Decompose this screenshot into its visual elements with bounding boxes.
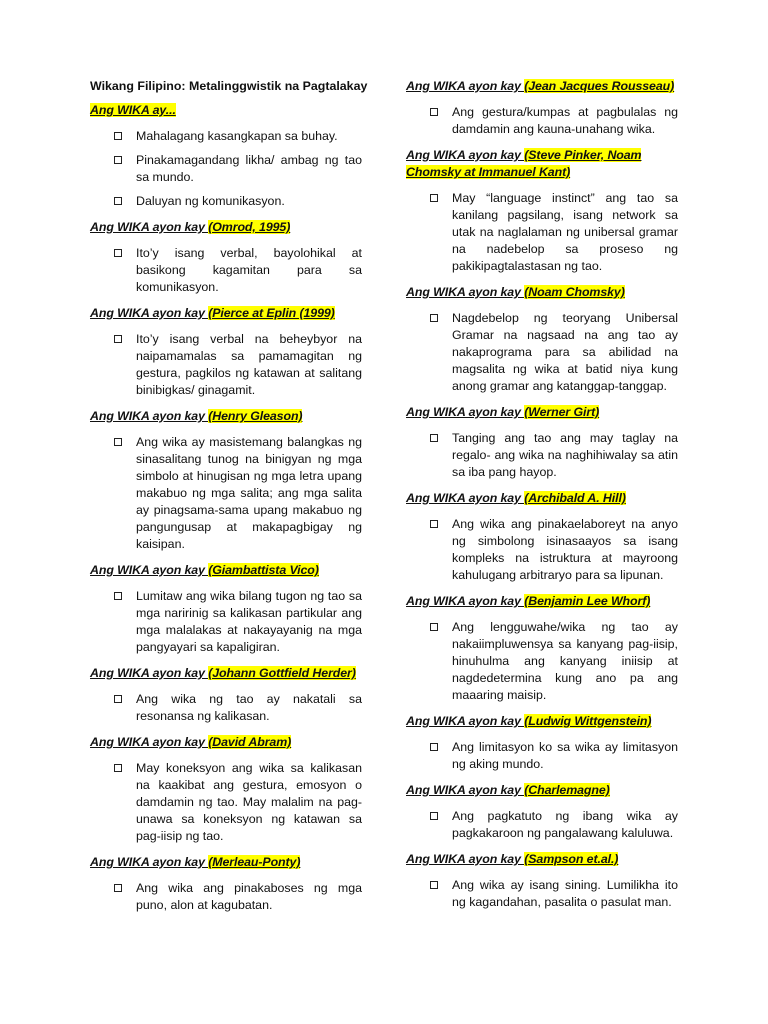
checkbox-bullet-icon <box>114 197 122 205</box>
list-item-text: Ang gestura/kumpas at pagbulalas ng damdamin ang kauna-unahang wika. <box>452 105 678 136</box>
checkbox-bullet-icon <box>114 592 122 600</box>
definition-list <box>406 190 678 275</box>
list-item <box>90 128 362 145</box>
list-item-text: May koneksyon ang wika sa kalikasan na kaakibat ang gestura, emosyon o damdamin ng tao. May malalim na pag-unawa sa koneksyon ng katawan sa pag-iisip ng tao. <box>136 761 362 843</box>
highlighted-source: (David Abram) <box>208 735 292 749</box>
list-item <box>90 588 362 656</box>
list-item-text: Pinakamagandang likha/ ambag ng tao sa mundo. <box>136 153 362 184</box>
list-item-text: Tanging ang tao ang may taglay na regalo- ang wika na naghihiwalay sa atin sa iba pang hayop. <box>452 431 678 479</box>
checkbox-bullet-icon <box>114 156 122 164</box>
checkbox-bullet-icon <box>430 314 438 322</box>
heading-prefix: Ang WIKA ayon kay <box>90 563 209 577</box>
list-item <box>90 245 362 296</box>
left-column <box>90 78 368 923</box>
list-item-text: Ang wika ang pinakaelaboreyt na anyo ng simbolong isinasaayos sa isang kompleks na istruktura at mayroong kahulugang arbitraryo para sa lipunan. <box>452 517 678 582</box>
definition-list <box>90 434 362 553</box>
heading-prefix: Ang WIKA ayon kay <box>406 491 525 505</box>
checkbox-bullet-icon <box>430 520 438 528</box>
right-column <box>406 78 678 920</box>
checkbox-bullet-icon <box>430 434 438 442</box>
highlighted-source: (Omrod, 1995) <box>208 220 291 234</box>
highlighted-source: (Noam Chomsky) <box>524 285 625 299</box>
checkbox-bullet-icon <box>114 695 122 703</box>
list-item <box>90 331 362 399</box>
heading-prefix: Ang WIKA ayon kay <box>90 220 209 234</box>
list-item-text: Lumitaw ang wika bilang tugon ng tao sa mga naririnig sa kalikasan partikular ang mga malalakas at nakayayanig na mga pangyayari sa kapaligiran. <box>136 589 362 654</box>
section-heading <box>90 734 362 751</box>
document-title: Wikang Filipino: Metalinggwistik na Pagtalakay <box>90 79 368 93</box>
list-item <box>90 691 362 725</box>
section-heading <box>90 665 362 682</box>
checkbox-bullet-icon <box>114 884 122 892</box>
list-item-text: Ito’y isang verbal, bayolohikal at basikong kagamitan para sa komunikasyon. <box>136 246 362 294</box>
highlighted-source: Ang WIKA ay... <box>90 103 176 117</box>
list-item-text: Ang wika ng tao ay nakatali sa resonansa ng kalikasan. <box>136 692 362 723</box>
list-item-text: May “language instinct” ang tao sa kanilang pagsilang, isang network sa utak na naglalaman ng unibersal gramar na nadebelop sa proseso ng pakikipagtalastasan ng tao. <box>452 191 678 273</box>
left-sections <box>90 102 362 914</box>
heading-prefix: Ang WIKA ayon kay <box>90 855 209 869</box>
section-heading <box>90 219 362 236</box>
list-item-text: Ang wika ay masistemang balangkas ng sinasalitang tunog na binigyan ng mga simbolo at hinugisan ng mga letra upang makabuo ng mga salita; ang mga salita ay pinagsama-sama upang makabuo ng pangungusap at makapagbigay ng kaisipan. <box>136 435 362 551</box>
highlighted-source: (Ludwig Wittgenstein) <box>524 714 652 728</box>
section-heading <box>406 78 678 95</box>
highlighted-source: (Giambattista Vico) <box>208 563 319 577</box>
list-item <box>90 152 362 186</box>
definition-list <box>90 331 362 399</box>
definition-list <box>406 619 678 704</box>
section-heading <box>406 593 678 610</box>
heading-prefix: Ang WIKA ayon kay <box>406 405 525 419</box>
highlighted-source: (Benjamin Lee Whorf) <box>524 594 651 608</box>
section-heading <box>90 305 362 322</box>
section-heading <box>90 408 362 425</box>
list-item <box>406 430 678 481</box>
checkbox-bullet-icon <box>114 335 122 343</box>
list-item <box>406 739 678 773</box>
list-item <box>90 193 362 210</box>
definition-list <box>90 588 362 656</box>
list-item-text: Mahalagang kasangkapan sa buhay. <box>136 129 338 143</box>
section-heading <box>406 782 678 799</box>
heading-prefix: Ang WIKA ayon kay <box>406 79 525 93</box>
checkbox-bullet-icon <box>430 812 438 820</box>
list-item <box>406 190 678 275</box>
list-item <box>406 877 678 911</box>
section-heading <box>90 562 362 579</box>
list-item <box>90 434 362 553</box>
definition-list <box>90 691 362 725</box>
highlighted-source: (Archibald A. Hill) <box>524 491 626 505</box>
heading-prefix: Ang WIKA ayon kay <box>406 852 525 866</box>
list-item-text: Ito’y isang verbal na beheybyor na naipamamalas sa pamamagitan ng gestura, pagkilos ng katawan at salitang binibigkas/ ginagamit. <box>136 332 362 397</box>
heading-prefix: Ang WIKA ayon kay <box>90 666 209 680</box>
list-item-text: Ang lengguwahe/wika ng tao ay nakaiimpluwensya sa kanyang pag-iisip, hinuhulma ang kanyang iniisip at nagdedetermina kung ano pa ang maaaring maisip. <box>452 620 678 702</box>
list-item <box>406 808 678 842</box>
definition-list <box>406 104 678 138</box>
checkbox-bullet-icon <box>430 108 438 116</box>
heading-prefix: Ang WIKA ayon kay <box>406 783 525 797</box>
highlighted-source: (Sampson et.al.) <box>524 852 619 866</box>
highlighted-source: (Jean Jacques Rousseau) <box>524 79 675 93</box>
definition-list <box>406 739 678 773</box>
list-item <box>406 619 678 704</box>
definition-list <box>406 310 678 395</box>
highlighted-source: (Pierce at Eplin (1999) <box>208 306 335 320</box>
heading-prefix: Ang WIKA ayon kay <box>406 285 525 299</box>
list-item-text: Ang wika ang pinakaboses ng mga puno, alon at kagubatan. <box>136 881 362 912</box>
list-item-text: Ang pagkatuto ng ibang wika ay pagkakaroon ng pangalawang kaluluwa. <box>452 809 678 840</box>
checkbox-bullet-icon <box>430 194 438 202</box>
list-item <box>406 310 678 395</box>
section-heading <box>406 404 678 421</box>
section-heading <box>90 854 362 871</box>
list-item-text: Daluyan ng komunikasyon. <box>136 194 285 208</box>
heading-prefix: Ang WIKA ayon kay <box>406 714 525 728</box>
checkbox-bullet-icon <box>114 764 122 772</box>
list-item-text: Ang wika ay isang sining. Lumilikha ito ng kagandahan, pasalita o pasulat man. <box>452 878 678 909</box>
section-heading <box>406 284 678 301</box>
heading-prefix: Ang WIKA ayon kay <box>90 409 209 423</box>
definition-list <box>90 760 362 845</box>
definition-list <box>406 877 678 911</box>
section-heading <box>90 102 362 119</box>
section-heading <box>406 147 678 181</box>
list-item <box>90 880 362 914</box>
section-heading <box>406 851 678 868</box>
section-heading <box>406 713 678 730</box>
checkbox-bullet-icon <box>114 249 122 257</box>
heading-prefix: Ang WIKA ayon kay <box>90 735 209 749</box>
list-item-text: Nagdebelop ng teoryang Unibersal Gramar na nagsaad na ang tao ay nakaprograma para sa abilidad na magsalita ng wika at batid niya kung anong gramar ang katanggap-tanggap. <box>452 311 678 393</box>
heading-prefix: Ang WIKA ayon kay <box>406 148 525 162</box>
highlighted-source: (Charlemagne) <box>524 783 610 797</box>
right-sections <box>406 78 678 911</box>
definition-list <box>90 880 362 914</box>
checkbox-bullet-icon <box>430 881 438 889</box>
checkbox-bullet-icon <box>430 623 438 631</box>
list-item <box>406 516 678 584</box>
list-item-text: Ang limitasyon ko sa wika ay limitasyon ng aking mundo. <box>452 740 678 771</box>
checkbox-bullet-icon <box>114 132 122 140</box>
checkbox-bullet-icon <box>114 438 122 446</box>
definition-list <box>90 245 362 296</box>
definition-list <box>406 516 678 584</box>
section-heading <box>406 490 678 507</box>
heading-prefix: Ang WIKA ayon kay <box>406 594 525 608</box>
list-item <box>406 104 678 138</box>
highlighted-source: (Merleau-Ponty) <box>208 855 301 869</box>
checkbox-bullet-icon <box>430 743 438 751</box>
definition-list <box>406 430 678 481</box>
definition-list <box>90 128 362 210</box>
heading-prefix: Ang WIKA ayon kay <box>90 306 209 320</box>
list-item <box>90 760 362 845</box>
highlighted-source: (Henry Gleason) <box>208 409 303 423</box>
highlighted-source: (Werner Girt) <box>524 405 600 419</box>
highlighted-source: (Johann Gottfield Herder) <box>208 666 356 680</box>
definition-list <box>406 808 678 842</box>
highlighted-source: (Steve Pinker, Noam Chomsky at Immanuel Kant) <box>406 148 642 179</box>
